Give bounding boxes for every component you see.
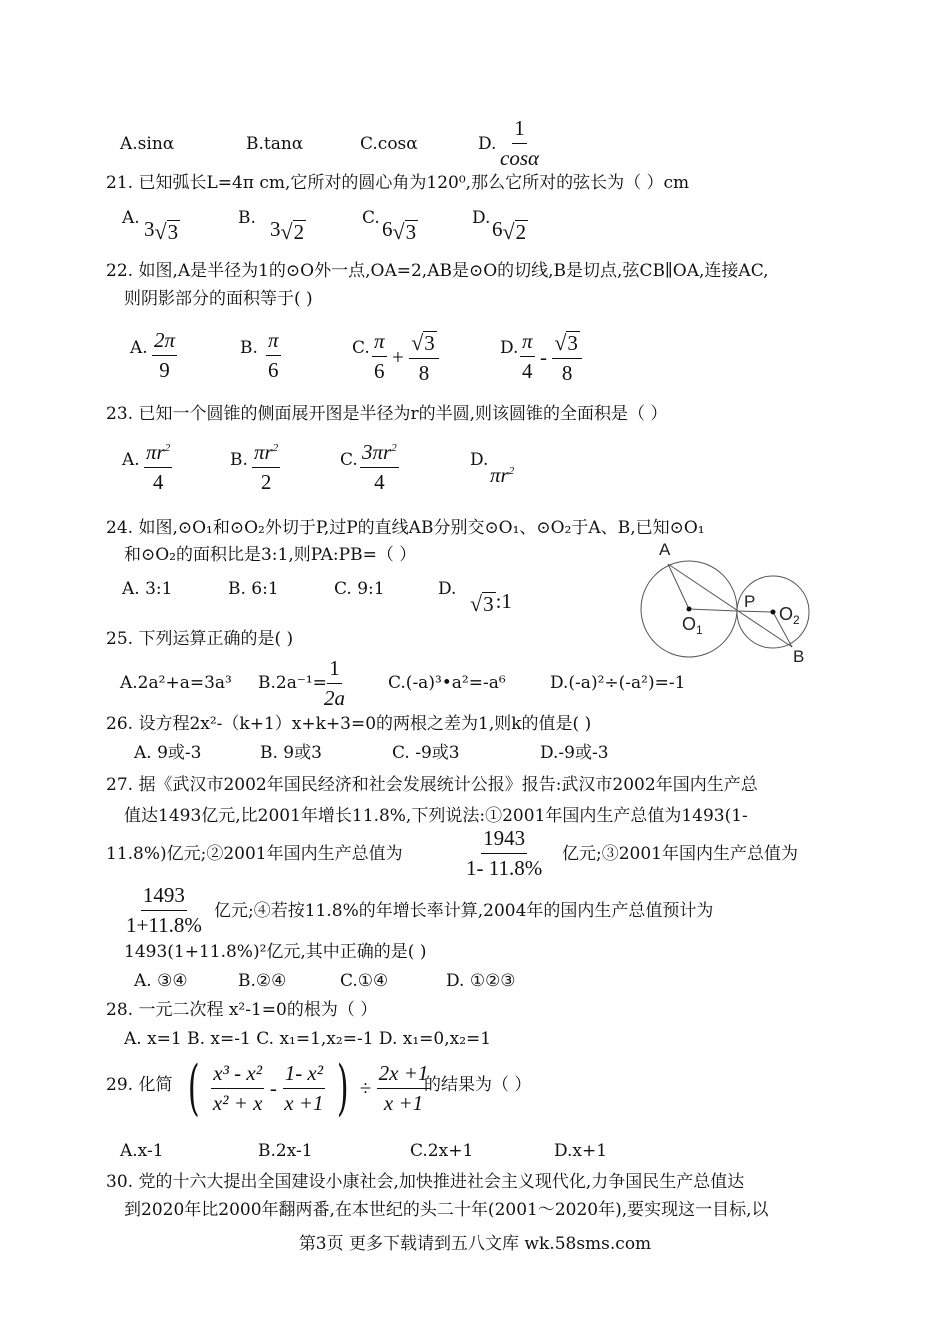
page-footer: 第3页 更多下载请到五八文库 wk.58sms.com <box>298 1234 652 1254</box>
q29-left-paren: ( <box>187 1053 200 1123</box>
q25-option-b-fraction: $\frac{1}{2a}$ <box>324 656 345 710</box>
q28-stem: 28. 一元二次程 x²-1=0的根为（ ） <box>106 1000 378 1020</box>
q30-line1: 30. 党的十六大提出全国建设小康社会,加快推进社会主义现代化,力争国民生产总值达 <box>106 1172 745 1192</box>
q28-options: A. x=1 B. x=-1 C. x₁=1,x₂=-1 D. x₁=0,x₂=1 <box>124 1029 492 1049</box>
q27-option-d: D. ①②③ <box>446 971 516 991</box>
label-o2: $O_2$ <box>779 604 800 627</box>
label-a: A <box>659 540 671 559</box>
q20-option-b: B.tanα <box>246 134 304 154</box>
q22-option-c-expression: $\frac{\pi}{6}$ + √ 3 8 <box>372 330 439 384</box>
q27-option-c: C.①④ <box>340 971 389 991</box>
q27-line3-pre: 11.8%)亿元;②2001年国内生产总值为 <box>106 844 403 864</box>
q21-option-b-value: 3 √ 2 <box>270 217 305 244</box>
q25-option-b-label: B.2a⁻¹= <box>258 673 327 693</box>
q23-option-a-label: A. <box>122 450 140 470</box>
q29-option-c: C.2x+1 <box>410 1141 474 1161</box>
q29-label: 29. 化简 <box>106 1075 173 1095</box>
q24-option-d-value: √ 3 :1 <box>470 589 512 616</box>
q24-stem-line2: 和⊙O₂的面积比是3:1,则PA:PB=（ ） <box>124 545 417 565</box>
q20-option-c: C.cosα <box>360 134 418 154</box>
point-o2 <box>771 610 776 615</box>
q22-option-c-label: C. <box>352 338 370 358</box>
label-p: P <box>744 592 756 611</box>
q21-option-c-label: C. <box>362 208 380 228</box>
q23-option-d-value: $\pi r^2$ <box>490 463 515 487</box>
q23-stem: 23. 已知一个圆锥的侧面展开图是半径为r的半圆,则该圆锥的全面积是（ ） <box>106 404 668 424</box>
q23-option-c-fraction: $\frac{3\pi r^2}{4}$ <box>362 440 397 494</box>
q21-option-a-value: 3 √ 3 <box>144 217 179 244</box>
q22-option-d-expression: $\frac{\pi}{4}$ - √ 3 8 <box>520 330 582 384</box>
line-p-o2 <box>737 611 773 612</box>
q26-stem: 26. 设方程2x²-（k+1）x+k+3=0的两根之差为1,则k的值是( ) <box>106 714 592 734</box>
q27-line3-post: 亿元;③2001年国内生产总值为 <box>562 844 798 864</box>
label-o1: $O_1$ <box>682 614 703 637</box>
q25-option-c: C.(-a)³•a²=-a⁶ <box>388 673 506 693</box>
q24-tangent-circles-figure <box>630 535 850 665</box>
q20-d-denominator: cosα <box>500 146 540 170</box>
q24-stem-line1: 24. 如图,⊙O₁和⊙O₂外切于P,过P的直线AB分别交⊙O₁、⊙O₂于A、B,已知⊙O₁ <box>106 518 705 538</box>
q24-option-d-label: D. <box>438 579 457 599</box>
q23-option-a-fraction: $\frac{\pi r^2}{4}$ <box>146 440 171 494</box>
q21-option-d-value: 6 √ 2 <box>492 217 527 244</box>
point-o1 <box>687 607 692 612</box>
q20-option-d-fraction <box>498 118 541 169</box>
q22-stem-line1: 22. 如图,A是半径为1的⊙O外一点,OA=2,AB是⊙O的切线,B是切点,弦CB∥OA,连接AC, <box>106 261 769 281</box>
q26-option-c: C. -9或3 <box>392 743 460 763</box>
q23-option-b-label: B. <box>230 450 248 470</box>
q22-option-a-label: A. <box>130 338 148 358</box>
q22-option-d-label: D. <box>500 338 519 358</box>
q27-line2: 值达1493亿元,比2001年增长11.8%,下列说法:①2001年国内生产总值为1493(1- <box>124 806 748 826</box>
q26-option-b: B. 9或3 <box>260 743 322 763</box>
q22-option-a-fraction: $\frac{2\pi}{9}$ <box>154 328 176 382</box>
q22-option-b-label: B. <box>240 338 258 358</box>
q27-option-a: A. ③④ <box>134 971 188 991</box>
q25-option-a: A.2a²+a=3a³ <box>120 673 232 693</box>
q27-line5: 1493(1+11.8%)²亿元,其中正确的是( ) <box>124 942 427 962</box>
q25-option-d: D.(-a)²÷(-a²)=-1 <box>550 673 686 693</box>
q23-option-b-fraction: $\frac{\pi r^2}{2}$ <box>254 440 279 494</box>
q24-option-b: B. 6:1 <box>228 579 279 599</box>
q22-option-b-fraction: $\frac{\pi}{6}$ <box>268 328 279 382</box>
q20-option-a: A.sinα <box>120 134 175 154</box>
q29-option-d: D.x+1 <box>554 1141 608 1161</box>
q22-stem-line2: 则阴影部分的面积等于( ) <box>124 289 313 309</box>
line-o1-p <box>689 609 737 611</box>
q23-option-d-label: D. <box>470 450 489 470</box>
q27-line1: 27. 据《武汉市2002年国民经济和社会发展统计公报》报告:武汉市2002年国内生产总 <box>106 775 758 795</box>
q27-line3-fraction: $\frac{1943}{1- 11.8\%}$ <box>466 826 543 880</box>
q25-stem: 25. 下列运算正确的是( ) <box>106 629 294 649</box>
q27-line4-post: 亿元;④若按11.8%的年增长率计算,2004年的国内生产总值预计为 <box>214 901 714 921</box>
q24-option-a: A. 3:1 <box>122 579 173 599</box>
q21-option-b-label: B. <box>238 208 256 228</box>
q21-stem: 21. 已知弧长L=4π cm,它所对的圆心角为120⁰,那么它所对的弦长为（ ）cm <box>106 173 690 193</box>
q29-expression: ( $\frac{\text{x³ - x²}}{\text{x² + x}}$ - $\frac{\text{1- x²}}{x +1}$ ) ÷ $\frac{2x +1}{x +1}$ <box>187 1053 429 1123</box>
q21-option-c-value: 6 √ 3 <box>382 217 417 244</box>
q20-d-numerator: 1 <box>512 118 527 144</box>
q29-right-paren: ) <box>336 1053 349 1123</box>
q29-post: 的结果为（ ） <box>424 1075 532 1095</box>
q23-option-c-label: C. <box>340 450 358 470</box>
label-b: B <box>793 647 805 665</box>
q27-line4-fraction: $\frac{1493}{1+11.8\%}$ <box>126 883 202 937</box>
q29-option-a: A.x-1 <box>120 1141 164 1161</box>
q26-option-a: A. 9或-3 <box>134 743 202 763</box>
q24-option-c: C. 9:1 <box>334 579 385 599</box>
q30-line2: 到2020年比2000年翻两番,在本世纪的头二十年(2001～2020年),要实现这一目标,以 <box>124 1200 769 1220</box>
q21-option-d-label: D. <box>472 208 491 228</box>
q29-option-b: B.2x-1 <box>258 1141 313 1161</box>
q20-option-d-label: D. <box>478 134 497 154</box>
q21-option-a-label: A. <box>122 208 140 228</box>
q26-option-d: D.-9或-3 <box>540 743 609 763</box>
q27-option-b: B.②④ <box>238 971 287 991</box>
